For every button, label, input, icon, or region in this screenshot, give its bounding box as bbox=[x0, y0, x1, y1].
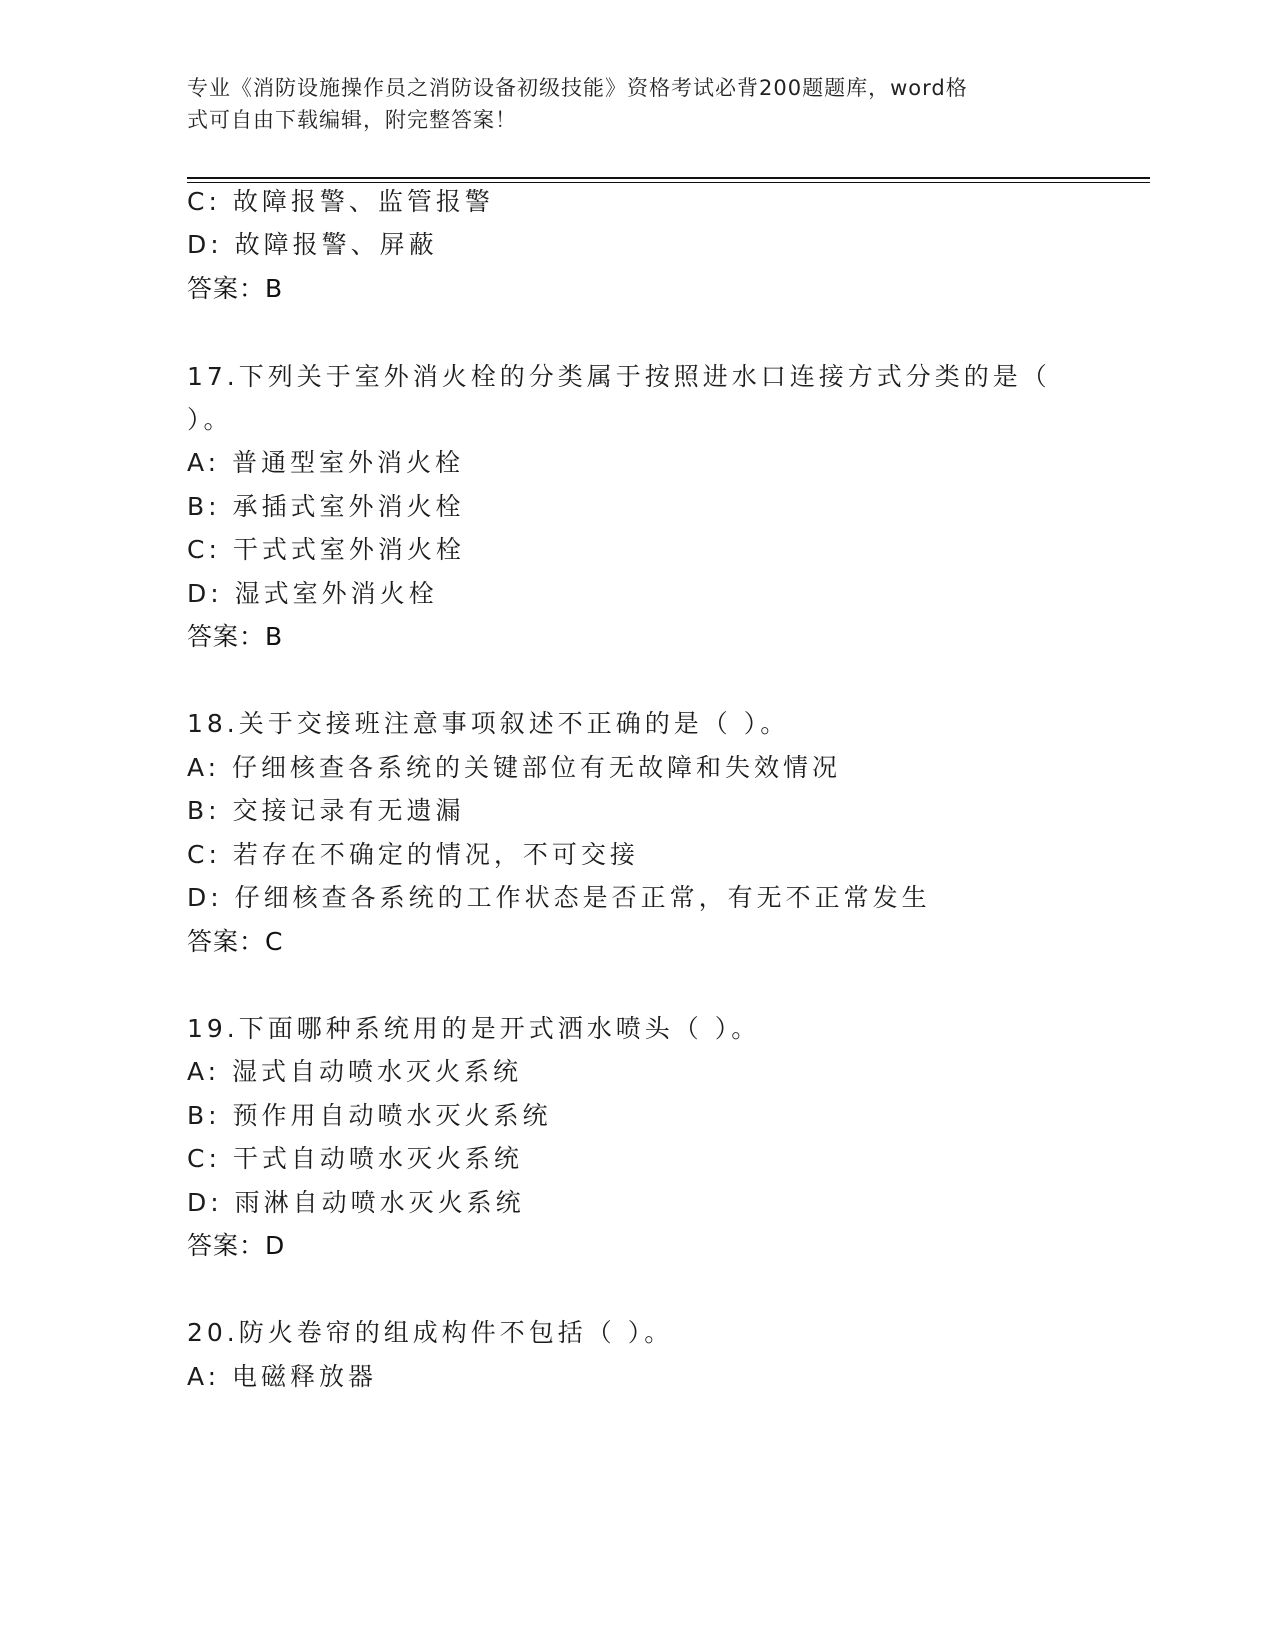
q17-stem-line-2: ）。 bbox=[187, 405, 233, 434]
q17-option-a: A: 普通型室外消火栓 bbox=[187, 448, 465, 477]
document-header bbox=[187, 72, 1067, 136]
header-divider-thin bbox=[187, 182, 1150, 183]
q16-answer: 答案：B bbox=[187, 274, 284, 303]
q19-option-d: D: 雨淋自动喷水灭火系统 bbox=[187, 1188, 525, 1217]
q16-option-c: C: 故障报警、监管报警 bbox=[187, 187, 494, 216]
q20-option-a: A: 电磁释放器 bbox=[187, 1362, 378, 1391]
q19-option-c: C: 干式自动喷水灭火系统 bbox=[187, 1144, 523, 1173]
q20-stem: 20.防火卷帘的组成构件不包括（ ）。 bbox=[187, 1318, 674, 1347]
q18-option-c: C: 若存在不确定的情况，不可交接 bbox=[187, 840, 639, 869]
header-divider-thick bbox=[187, 177, 1150, 179]
header-line-2: 式可自由下载编辑，附完整答案！ bbox=[187, 108, 517, 132]
q18-option-d: D: 仔细核查各系统的工作状态是否正常，有无不正常发生 bbox=[187, 883, 931, 912]
q18-stem: 18.关于交接班注意事项叙述不正确的是（ ）。 bbox=[187, 709, 790, 738]
q17-option-d: D: 湿式室外消火栓 bbox=[187, 579, 438, 608]
q19-answer: 答案：D bbox=[187, 1231, 286, 1260]
q17-option-c: C: 干式式室外消火栓 bbox=[187, 535, 465, 564]
q18-option-b: B: 交接记录有无遗漏 bbox=[187, 796, 465, 825]
q19-stem: 19.下面哪种系统用的是开式洒水喷头（ ）。 bbox=[187, 1014, 761, 1043]
q17-answer: 答案：B bbox=[187, 622, 284, 651]
q17-stem-line-1: 17.下列关于室外消火栓的分类属于按照进水口连接方式分类的是（ bbox=[187, 362, 1051, 391]
q18-option-a: A: 仔细核查各系统的关键部位有无故障和失效情况 bbox=[187, 753, 842, 782]
header-line-1: 专业《消防设施操作员之消防设备初级技能》资格考试必背200题题库，word格 bbox=[187, 76, 968, 100]
q17-option-b: B: 承插式室外消火栓 bbox=[187, 492, 465, 521]
q18-answer: 答案：C bbox=[187, 927, 284, 956]
q16-option-d: D: 故障报警、屏蔽 bbox=[187, 230, 438, 259]
q19-option-a: A: 湿式自动喷水灭火系统 bbox=[187, 1057, 523, 1086]
q19-option-b: B: 预作用自动喷水灭火系统 bbox=[187, 1101, 552, 1130]
